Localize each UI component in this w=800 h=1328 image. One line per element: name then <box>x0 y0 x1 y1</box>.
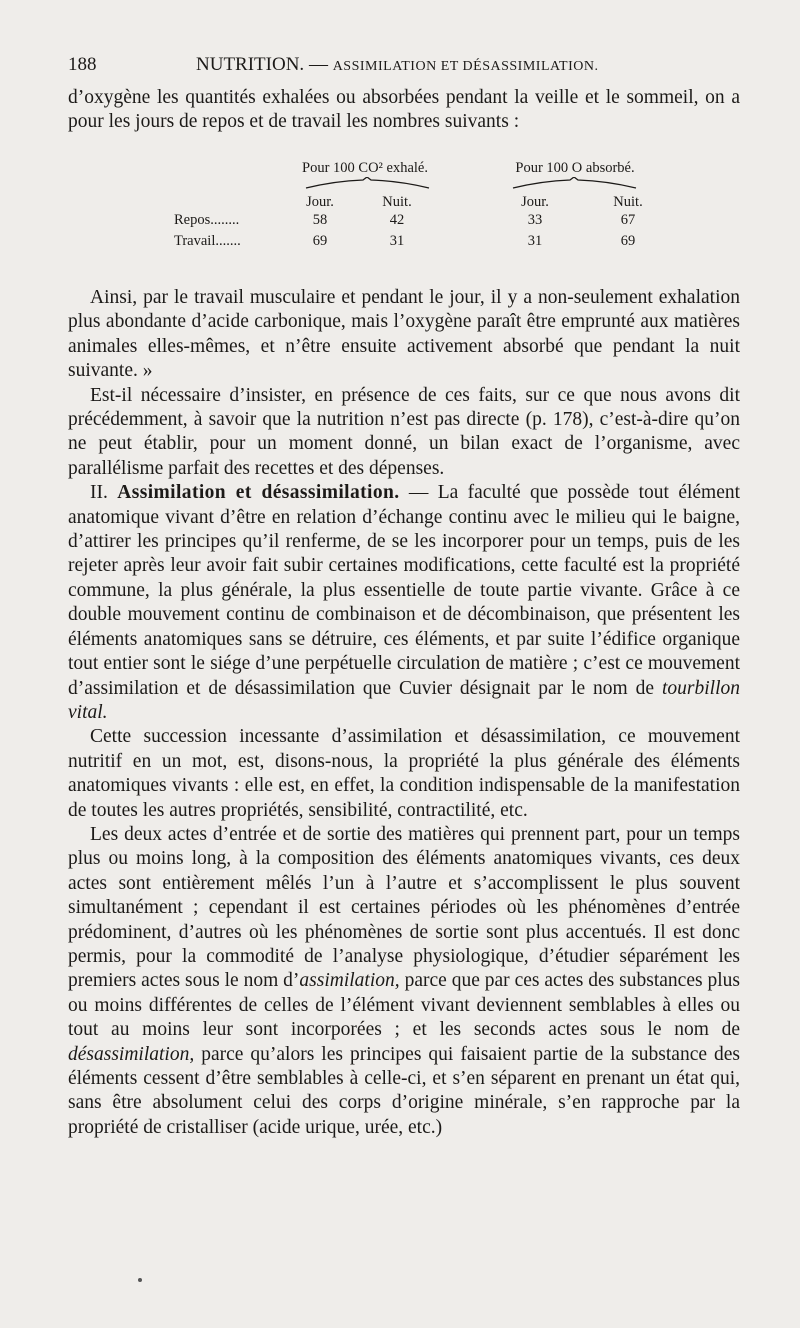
intro-text: d’oxygène les quantités exhalées ou absorbées pendant la veille et le sommeil, on a pour les jours de repos et de travail les nombres suivants : <box>68 87 740 133</box>
section-body: La faculté que possède tout élément anatomique vivant d’être en relation d’échange continu avec le milieu qui le baigne, d’attirer les principes qu’il renferme, de se les incorporer pour un temps, puis de les rejeter après leur avoir fait subir certaines modifications, cette faculté est la propriété commune, la plus générale, la plus essentielle de toute partie vivante. Grâce à ce double mouvement continu de combinaison et de décombinaison, que présentent les éléments anatomiques sans se détruire, ces éléments, et par suite l’édifice organique tout entier sont le siége d’une perpétuelle circulation de matière ; c’est ce mouvement d’assimilation et de désassimilation que Cuvier désignait par le nom de <box>68 482 741 699</box>
header-dash: — <box>308 54 328 75</box>
brace-o <box>512 177 637 189</box>
les-deux-part-2: parce que par ces actes des substances plus ou moins différentes de celles de l’élément vivant deviennent semblables à elles ou tout au moins leur sont incorporées ; et les seconds actes sous le nom de <box>68 970 740 1041</box>
section-heading: Assimilation et désassimilation. <box>117 482 400 504</box>
chapter-subtitle: ASSIMILATION ET DÉSASSIMILATION. <box>332 59 599 74</box>
cell-repos-o-jour: 33 <box>527 212 543 228</box>
col-header-o-nuit: Nuit. <box>613 194 643 210</box>
les-deux-part-1: Les deux actes d’entrée et de sortie des matières qui prennent part, pour un temps plus ou moins long, à la composition des éléments anatomiques vivants, ces deux actes sont entièrement mêlés l’un à l’autre et s’accomplissent le plus souvent simultanément ; cependant il est certaines périodes où les phénomènes d’entrée prédominent, d’autres où les phénomènes de sortie sont plus accentués. Il est donc permis, pour la commodité de l’analyse physiologique, d’étudier séparément les premiers actes sous le nom d’ <box>68 823 740 992</box>
cell-travail-o-jour: 31 <box>527 233 543 249</box>
cell-travail-o-nuit: 69 <box>620 233 636 249</box>
cell-repos-o-nuit: 67 <box>620 212 636 228</box>
col-header-co2-nuit: Nuit. <box>382 194 412 210</box>
term-tourbillon-vital: tourbillon vital. <box>68 677 740 723</box>
paragraph-ainsi: Ainsi, par le travail musculaire et pendant le jour, il y a non-seulement exhalation plus abondante d’acide carbonique, mais l’oxygène paraît être emprunté aux matières animales elles-mêmes, et n’être ensuite activement absorbé que pendant la nuit suivante. » <box>68 287 740 382</box>
paragraph-cette: Cette succession incessante d’assimilation et désassimilation, ce mouvement nutritif en un mot, est, disons-nous, la propriété la plus générale des éléments anatomiques vivants : elle est, en effet, la condition indispensable de la manifestation de toutes les autres propriétés, sensibilité, contractilité, etc. <box>68 726 740 821</box>
col-header-o-jour: Jour. <box>521 194 549 210</box>
les-deux-part-3: parce qu’alors les principes qui faisaient partie de la substance des éléments cessent d’être semblables à celle-ci, et s’en séparent en prenant un état qui, sans être absolument celui des corps d’origine minérale, s’en rapproche par la propriété de cristalliser (acide urique, urée, etc.) <box>68 1043 740 1138</box>
cell-travail-co2-nuit: 31 <box>389 233 405 249</box>
data-table <box>160 160 680 260</box>
col-header-co2-jour: Jour. <box>306 194 334 210</box>
intro-paragraph <box>68 86 740 135</box>
table-group-o-title: Pour 100 O absorbé. <box>515 160 635 176</box>
term-assimilation: assimilation, <box>299 970 400 992</box>
cell-repos-co2-nuit: 42 <box>389 212 405 228</box>
chapter-title: NUTRITION. <box>196 54 305 75</box>
paragraph-est-il: Est-il nécessaire d’insister, en présence de ces faits, sur ce que nous avons dit précédemment, à savoir que la nutrition n’est pas directe (p. 178), c’est-à-dire qu’on ne peut établir, pour un moment donné, un bilan exact de l’organisme, avec parallélisme parfait des recettes et des dépenses. <box>68 384 740 479</box>
term-desassimilation: désassimilation, <box>68 1043 195 1065</box>
brace-co2 <box>305 177 430 189</box>
body-text <box>68 286 740 1140</box>
section-dash: — <box>408 482 429 504</box>
paragraph-section-ii <box>68 481 740 725</box>
cell-repos-co2-jour: 58 <box>312 212 328 228</box>
running-title <box>196 54 599 76</box>
row-label-repos: Repos........ <box>174 212 240 228</box>
page-number: 188 <box>68 54 97 75</box>
running-header <box>68 54 740 84</box>
section-number: II. <box>90 482 108 504</box>
cell-travail-co2-jour: 69 <box>312 233 328 249</box>
paragraph-les-deux <box>68 823 740 1140</box>
row-label-travail: Travail....... <box>174 233 241 249</box>
table-group-co2-title: Pour 100 CO² exhalé. <box>302 160 428 176</box>
page-speck <box>138 1278 142 1282</box>
